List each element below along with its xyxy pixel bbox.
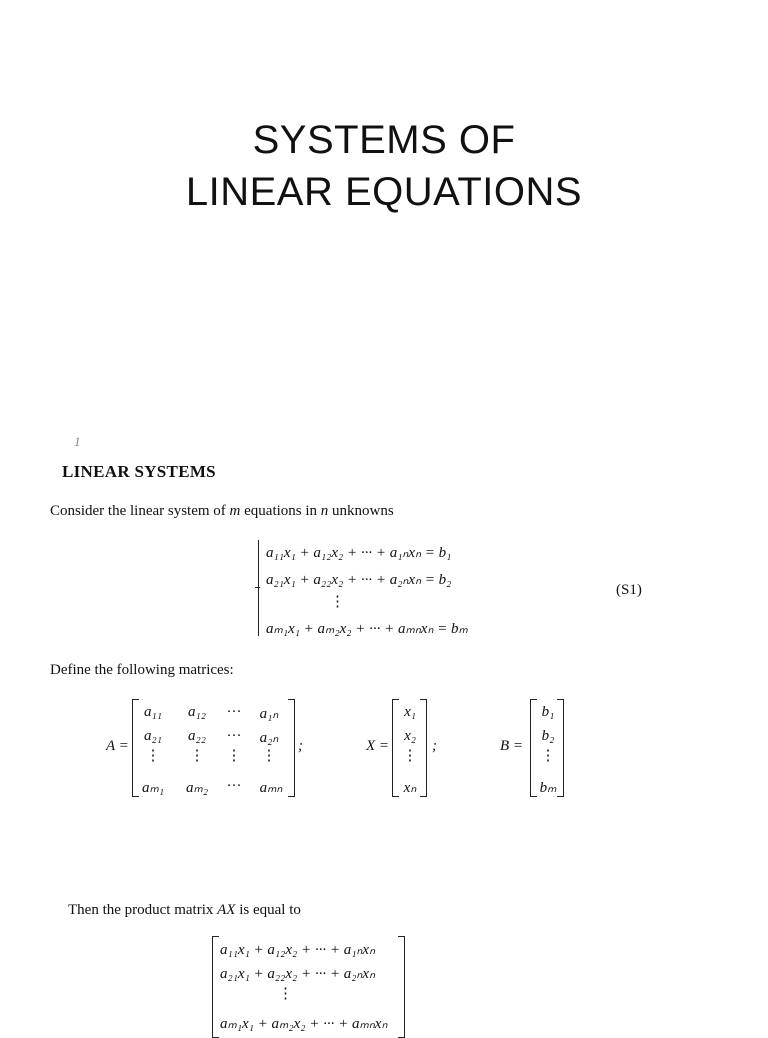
product-text [68, 902, 301, 919]
product-row-m: aₘ₁x₁ + aₘ₂x₂ + ··· + aₘₙxₙ [220, 1016, 388, 1032]
system-vdots: ⋮ [330, 594, 345, 610]
margin-scribble: 1 [74, 434, 81, 449]
matrix-b-entry: ⋮ [540, 748, 556, 764]
matrix-b-name: B = [500, 738, 524, 754]
matrix-a-cell: ··· [226, 728, 242, 744]
product-text-part-1: Then the product matrix [68, 902, 218, 918]
product-right-bracket [398, 936, 405, 1038]
intro-part-1: Consider the linear system of [50, 503, 230, 519]
matrix-b-entry: b₁ [541, 704, 555, 720]
matrix-a-cell: ⋮ [261, 748, 277, 764]
equation-label: (S1) [616, 582, 642, 598]
matrix-a-cell: ··· [226, 704, 242, 720]
matrix-a-separator: ; [298, 738, 303, 754]
matrix-a-cell: a₁₁ [144, 704, 162, 720]
system-row-1: a₁₁x₁ + a₁₂x₂ + ··· + a₁ₙxₙ = b₁ [266, 545, 452, 561]
system-row-m: aₘ₁x₁ + aₘ₂x₂ + ··· + aₘₙxₙ = bₘ [266, 621, 468, 637]
matrix-x-entry: ⋮ [402, 748, 418, 764]
product-row-2: a₂₁x₁ + a₂₂x₂ + ··· + a₂ₙxₙ [220, 966, 376, 982]
product-left-bracket [212, 936, 219, 1038]
product-row-1: a₁₁x₁ + a₁₂x₂ + ··· + a₁ₙxₙ [220, 942, 376, 958]
matrix-b-entry: b₂ [541, 728, 555, 744]
matrix-a-cell: a₂ₙ [259, 730, 279, 746]
matrix-a-cell: aₘ₁ [141, 780, 165, 796]
product-text-part-2: is equal to [235, 902, 301, 918]
matrix-a-cell: ⋮ [145, 748, 161, 764]
slide-title-line-1: SYSTEMS OF [252, 118, 516, 162]
matrix-a-cell: a₂₂ [188, 728, 206, 744]
matrix-x-entry: xₙ [403, 780, 417, 796]
matrix-a-cell: ⋮ [189, 748, 205, 764]
intro-n: n [320, 503, 329, 519]
matrix-b-entry: bₘ [539, 780, 557, 796]
matrix-a-right-bracket [288, 699, 295, 797]
intro-text [50, 503, 394, 520]
slide-title-line-2: LINEAR EQUATIONS [185, 170, 583, 214]
matrix-x-entry: x₂ [404, 728, 416, 744]
matrix-a-cell: a₁ₙ [259, 706, 279, 722]
matrix-x-name: X = [366, 738, 390, 754]
system-row-2: a₂₁x₁ + a₂₂x₂ + ··· + a₂ₙxₙ = b₂ [266, 572, 452, 588]
define-text: Define the following matrices: [50, 662, 234, 678]
matrix-a-cell: ⋮ [226, 748, 242, 764]
section-heading: LINEAR SYSTEMS [62, 462, 216, 481]
intro-part-2: equations in [240, 503, 321, 519]
matrix-x-entry: x₁ [404, 704, 416, 720]
system-brace [258, 540, 265, 636]
matrix-a-name: A = [106, 738, 129, 754]
product-ax: AX [217, 902, 236, 918]
matrix-a-cell: a₂₁ [144, 728, 162, 744]
matrix-a-cell: a₁₂ [188, 704, 206, 720]
matrix-a-cell: aₘ₂ [185, 780, 209, 796]
system-brace-tip [255, 587, 260, 588]
matrix-a-cell: aₘₙ [259, 780, 283, 796]
product-row-vdots: ⋮ [278, 986, 293, 1002]
intro-part-3: unknowns [328, 503, 394, 519]
matrix-a-cell: ··· [226, 778, 242, 794]
intro-m: m [229, 503, 241, 519]
matrix-x-separator: ; [432, 738, 437, 754]
